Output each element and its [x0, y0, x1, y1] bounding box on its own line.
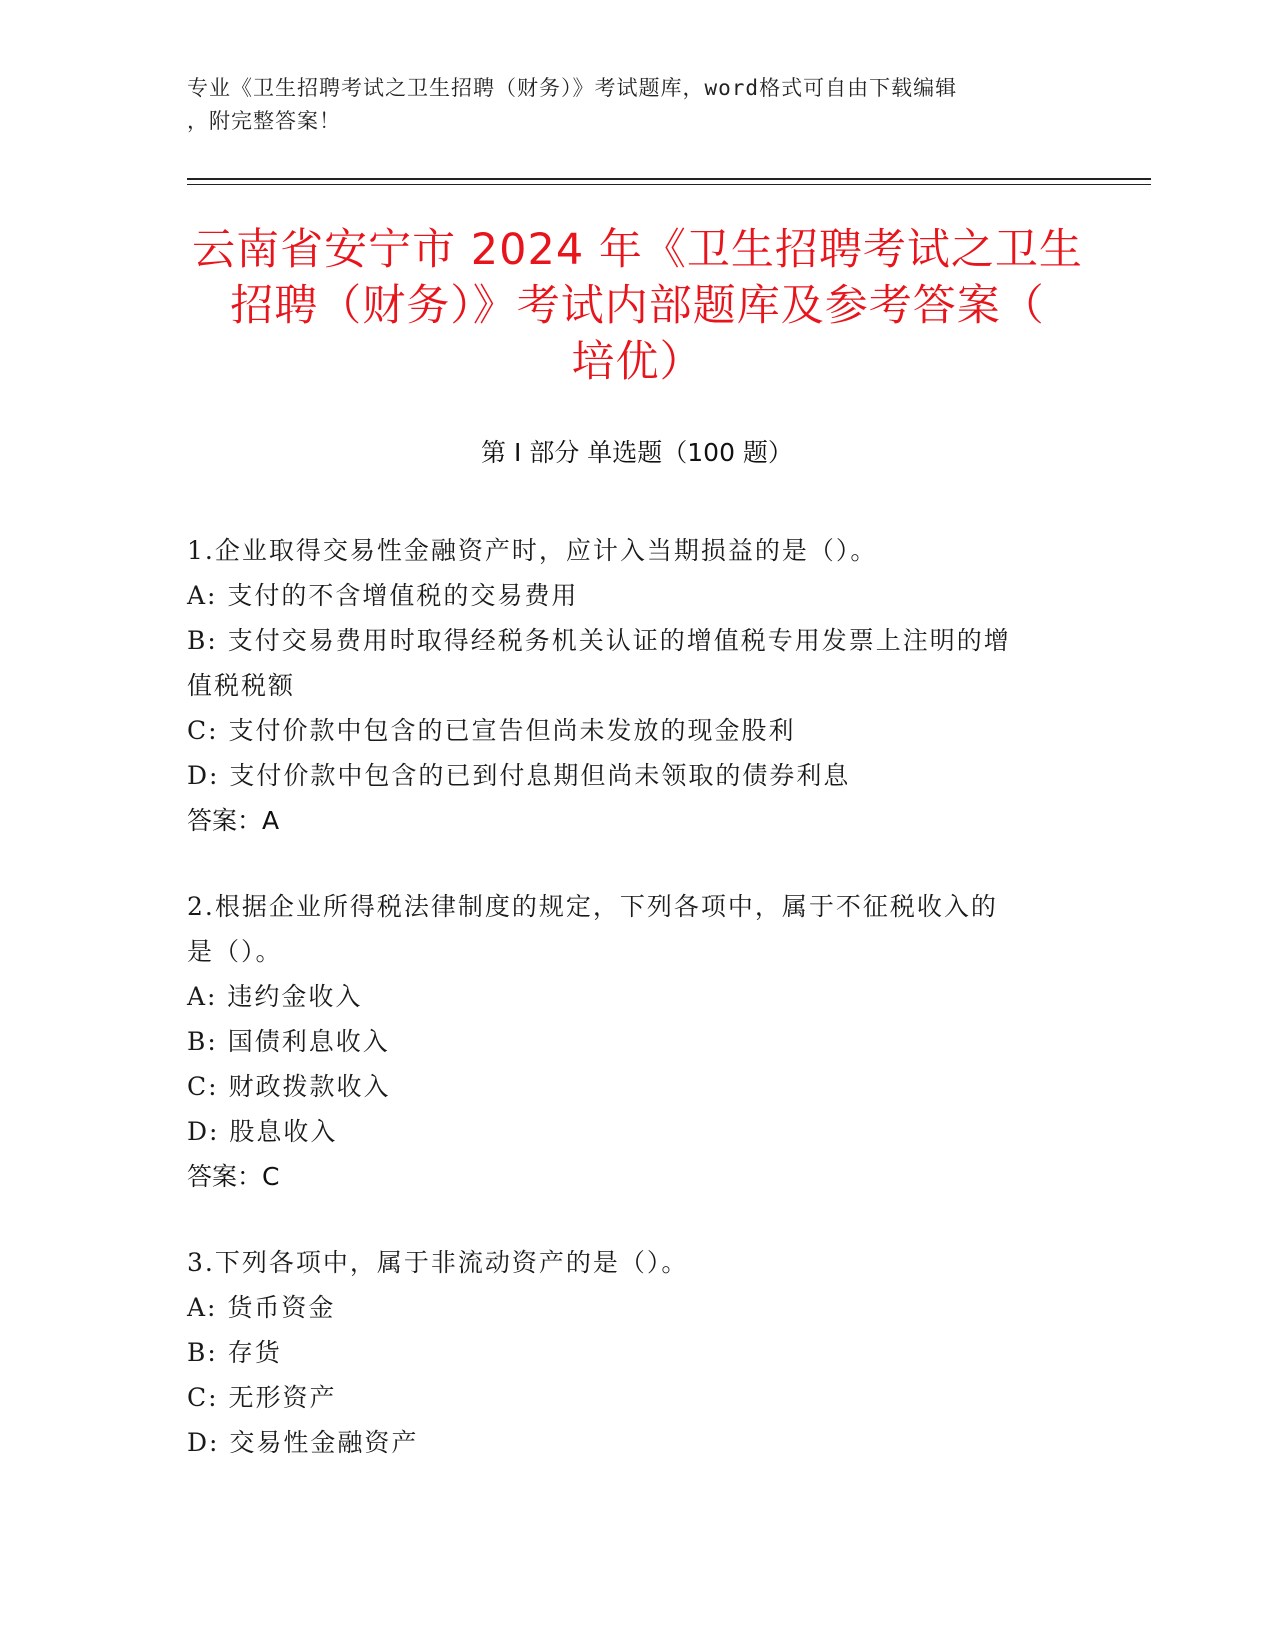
question-stem: 2.根据企业所得税法律制度的规定，下列各项中，属于不征税收入的 — [187, 892, 998, 921]
option-c: C: 无形资产 — [187, 1383, 337, 1412]
question-1 — [187, 528, 1087, 843]
document-title — [150, 222, 1125, 390]
section-heading: 第 I 部分 单选题（100 题） — [481, 438, 793, 467]
document-title-line-1: 云南省安宁市 2024 年《卫生招聘考试之卫生 — [192, 225, 1083, 275]
header-note — [187, 72, 1087, 138]
question-stem-continued: 是（）。 — [187, 937, 283, 966]
document-title-line-3: 培优） — [571, 337, 704, 387]
question-2 — [187, 884, 1087, 1199]
header-note-line-2: ，附完整答案！ — [187, 109, 341, 133]
document-title-line-2: 招聘（财务）》考试内部题库及参考答案（ — [230, 281, 1045, 331]
question-3 — [187, 1240, 1087, 1465]
option-a: A: 支付的不含增值税的交易费用 — [187, 581, 579, 610]
option-c: C: 财政拨款收入 — [187, 1072, 391, 1101]
option-d: D: 交易性金融资产 — [187, 1428, 419, 1457]
header-divider-thin — [187, 184, 1151, 185]
question-list — [187, 528, 1087, 1506]
option-b-continued: 值税税额 — [187, 671, 296, 700]
option-a: A: 货币资金 — [187, 1293, 336, 1322]
answer: 答案：C — [187, 1162, 280, 1191]
header-note-line-1: 专业《卫生招聘考试之卫生招聘（财务）》考试题库，word格式可自由下载编辑 — [187, 76, 958, 100]
option-b: B: 支付交易费用时取得经税务机关认证的增值税专用发票上注明的增 — [187, 626, 1011, 655]
question-stem: 3.下列各项中，属于非流动资产的是（）。 — [187, 1248, 689, 1277]
option-c: C: 支付价款中包含的已宣告但尚未发放的现金股利 — [187, 716, 796, 745]
header-divider-thick — [187, 178, 1151, 180]
question-stem: 1.企业取得交易性金融资产时，应计入当期损益的是（）。 — [187, 536, 878, 565]
option-a: A: 违约金收入 — [187, 982, 363, 1011]
option-b: B: 国债利息收入 — [187, 1027, 390, 1056]
option-d: D: 股息收入 — [187, 1117, 338, 1146]
option-b: B: 存货 — [187, 1338, 282, 1367]
answer: 答案：A — [187, 806, 280, 835]
option-d: D: 支付价款中包含的已到付息期但尚未领取的债券利息 — [187, 761, 851, 790]
